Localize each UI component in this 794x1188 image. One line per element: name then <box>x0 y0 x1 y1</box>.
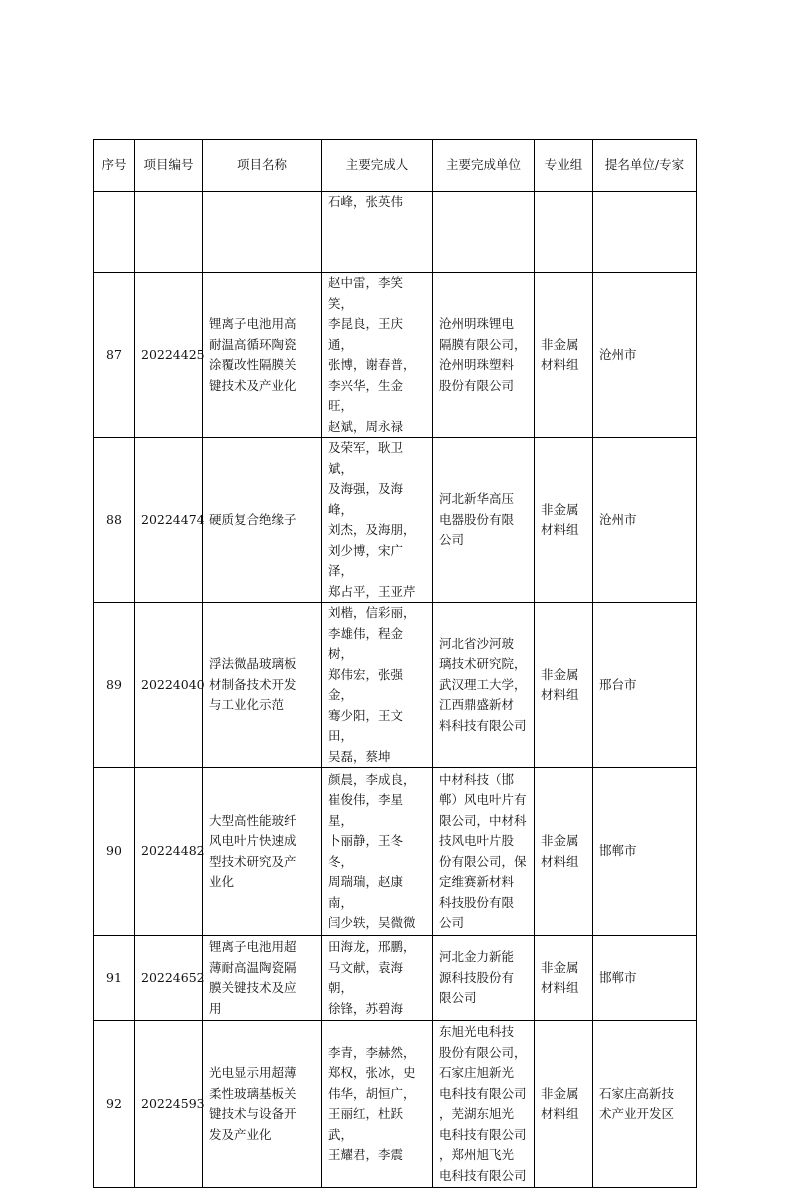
row-num: 92 <box>94 1021 135 1188</box>
header-code: 项目编号 <box>135 140 203 192</box>
row-people: 颜晨，李成良， 崔俊伟，李星星， 卜丽静，王冬冬， 周瑞瑞，赵康南， 闫少轶，吴微微 <box>322 768 433 936</box>
row-units: 河北省沙河玻 璃技术研究院， 武汉理工大学， 江西鼎盛新材 料科技有限公司 <box>433 603 535 768</box>
row-code: 20224040 <box>135 603 203 768</box>
header-nominator: 提名单位/专家 <box>593 140 697 192</box>
row-nominator: 沧州市 <box>593 273 697 438</box>
row-group: 非金属 材料组 <box>535 273 593 438</box>
row-nominator: 沧州市 <box>593 438 697 603</box>
row-num: 91 <box>94 936 135 1021</box>
row-name: 大型高性能玻纤 风电叶片快速成 型技术研究及产 业化 <box>203 768 322 936</box>
row-name <box>203 192 322 273</box>
row-group: 非金属 材料组 <box>535 1021 593 1188</box>
header-people: 主要完成人 <box>322 140 433 192</box>
row-num: 90 <box>94 768 135 936</box>
row-num: 89 <box>94 603 135 768</box>
row-name: 锂离子电池用超 薄耐高温陶瓷隔 膜关键技术及应 用 <box>203 936 322 1021</box>
row-units: 东旭光电科技 股份有限公司， 石家庄旭新光 电科技有限公司 ，芜湖东旭光 电科技有限公司 ，郑州旭飞光 电科技有限公司 <box>433 1021 535 1188</box>
row-name: 光电显示用超薄 柔性玻璃基板关 键技术与设备开 发及产业化 <box>203 1021 322 1188</box>
header-group: 专业组 <box>535 140 593 192</box>
table-row <box>94 192 697 273</box>
row-group: 非金属 材料组 <box>535 768 593 936</box>
table-row <box>94 936 697 1021</box>
table-row <box>94 768 697 936</box>
row-name: 浮法微晶玻璃板 材制备技术开发 与工业化示范 <box>203 603 322 768</box>
row-code: 20224474 <box>135 438 203 603</box>
row-people: 刘楷，信彩丽， 李雄伟，程金树， 郑伟宏，张强金， 骞少阳，王文田， 吴磊，蔡坤 <box>322 603 433 768</box>
row-nominator: 石家庄高新技 术产业开发区 <box>593 1021 697 1188</box>
row-group: 非金属 材料组 <box>535 936 593 1021</box>
row-people: 石峰，张英伟 <box>322 192 433 273</box>
table-row <box>94 1021 697 1188</box>
header-row <box>94 140 697 192</box>
row-nominator: 邢台市 <box>593 603 697 768</box>
row-units: 河北新华高压 电器股份有限 公司 <box>433 438 535 603</box>
row-group: 非金属 材料组 <box>535 603 593 768</box>
row-num: 88 <box>94 438 135 603</box>
row-units: 河北金力新能 源科技股份有 限公司 <box>433 936 535 1021</box>
table-row <box>94 273 697 438</box>
awards-table <box>93 139 697 1188</box>
row-code: 20224593 <box>135 1021 203 1188</box>
row-people: 田海龙，邢鹏， 马文献，袁海朝， 徐锋，苏碧海 <box>322 936 433 1021</box>
table-row <box>94 438 697 603</box>
row-num <box>94 192 135 273</box>
row-units: 沧州明珠锂电 隔膜有限公司， 沧州明珠塑料 股份有限公司 <box>433 273 535 438</box>
row-name: 锂离子电池用高 耐温高循环陶瓷 涂覆改性隔膜关 键技术及产业化 <box>203 273 322 438</box>
row-code: 20224425 <box>135 273 203 438</box>
row-code <box>135 192 203 273</box>
row-code: 20224482 <box>135 768 203 936</box>
row-name: 硬质复合绝缘子 <box>203 438 322 603</box>
row-nominator <box>593 192 697 273</box>
row-code: 20224652 <box>135 936 203 1021</box>
row-people: 赵中雷，李笑笑， 李昆良，王庆通， 张博，谢春普， 李兴华，生金旺， 赵斌，周永禄 <box>322 273 433 438</box>
row-people: 李青，李赫然， 郑权，张冰，史 伟华，胡恒广， 王丽红，杜跃武， 王耀君，李震 <box>322 1021 433 1188</box>
header-num: 序号 <box>94 140 135 192</box>
row-group <box>535 192 593 273</box>
row-group: 非金属 材料组 <box>535 438 593 603</box>
row-units <box>433 192 535 273</box>
row-num: 87 <box>94 273 135 438</box>
row-units: 中材科技（邯 郸）风电叶片有 限公司，中材科 技风电叶片股 份有限公司，保 定维赛新材料 科技股份有限 公司 <box>433 768 535 936</box>
row-nominator: 邯郸市 <box>593 936 697 1021</box>
header-units: 主要完成单位 <box>433 140 535 192</box>
header-name: 项目名称 <box>203 140 322 192</box>
row-people: 及荣军，耿卫斌， 及海强，及海峰， 刘杰，及海朋， 刘少博，宋广泽， 郑占平，王亚芹 <box>322 438 433 603</box>
row-nominator: 邯郸市 <box>593 768 697 936</box>
table-row <box>94 603 697 768</box>
